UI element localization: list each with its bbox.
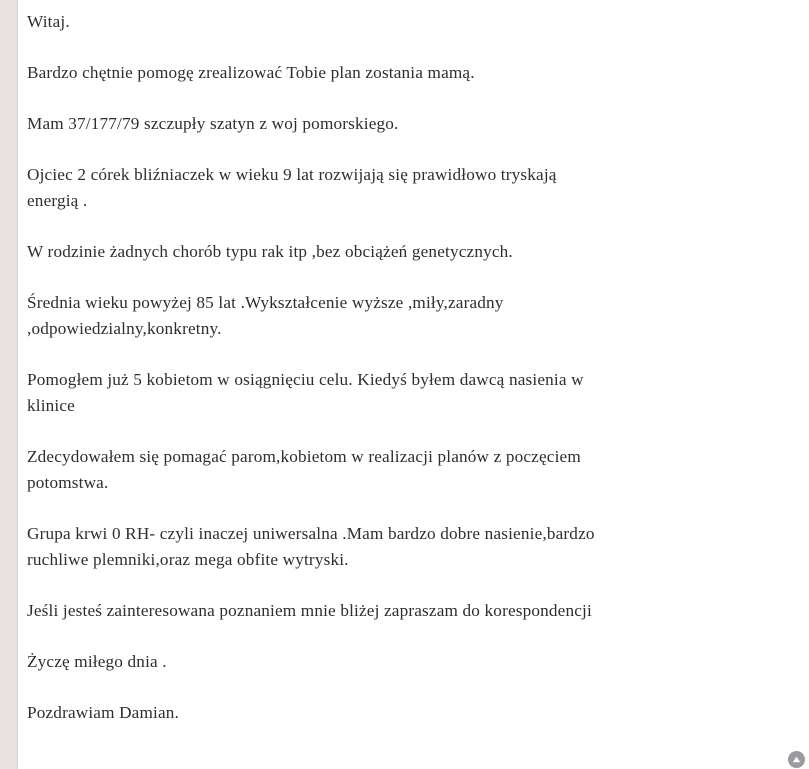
message-paragraph: Ojciec 2 córek bliźniaczek w wieku 9 lat rozwijają się prawidłowo tryskają energią . bbox=[27, 165, 562, 210]
message-paragraph: Grupa krwi 0 RH- czyli inaczej uniwersalna .Mam bardzo dobre nasienie,bardzo ruchliwe plemniki,oraz mega obfite wytryski. bbox=[27, 524, 600, 569]
message-paragraph: W rodzinie żadnych chorób typu rak itp ,bez obciążeń genetycznych. bbox=[27, 242, 513, 261]
message-paragraph: Pomogłem już 5 kobietom w osiągnięciu celu. Kiedyś byłem dawcą nasienia w klinice bbox=[27, 370, 589, 415]
message-paragraph: Witaj. bbox=[27, 12, 70, 31]
message-paragraph: Pozdrawiam Damian. bbox=[27, 703, 180, 722]
message-paragraph: Bardzo chętnie pomogę zrealizować Tobie plan zostania mamą. bbox=[27, 63, 475, 82]
triangle-up-icon bbox=[792, 756, 801, 763]
message-paragraph: Jeśli jesteś zainteresowana poznaniem mnie bliżej zapraszam do korespondencji bbox=[27, 601, 592, 620]
message-paragraph: Mam 37/177/79 szczupły szatyn z woj pomorskiego. bbox=[27, 114, 399, 133]
message-paragraph: Zdecydowałem się pomagać parom,kobietom w realizacji planów z poczęciem potomstwa. bbox=[27, 447, 586, 492]
message-paragraph: Średnia wieku powyżej 85 lat .Wykształcenie wyższe ,miły,zaradny ,odpowiedzialny,konkretny. bbox=[27, 293, 509, 338]
left-gutter-stripe bbox=[0, 0, 17, 769]
message-body bbox=[18, 0, 809, 769]
message-paragraph: Życzę miłego dnia . bbox=[27, 652, 167, 671]
scroll-to-top-button[interactable] bbox=[788, 751, 805, 768]
